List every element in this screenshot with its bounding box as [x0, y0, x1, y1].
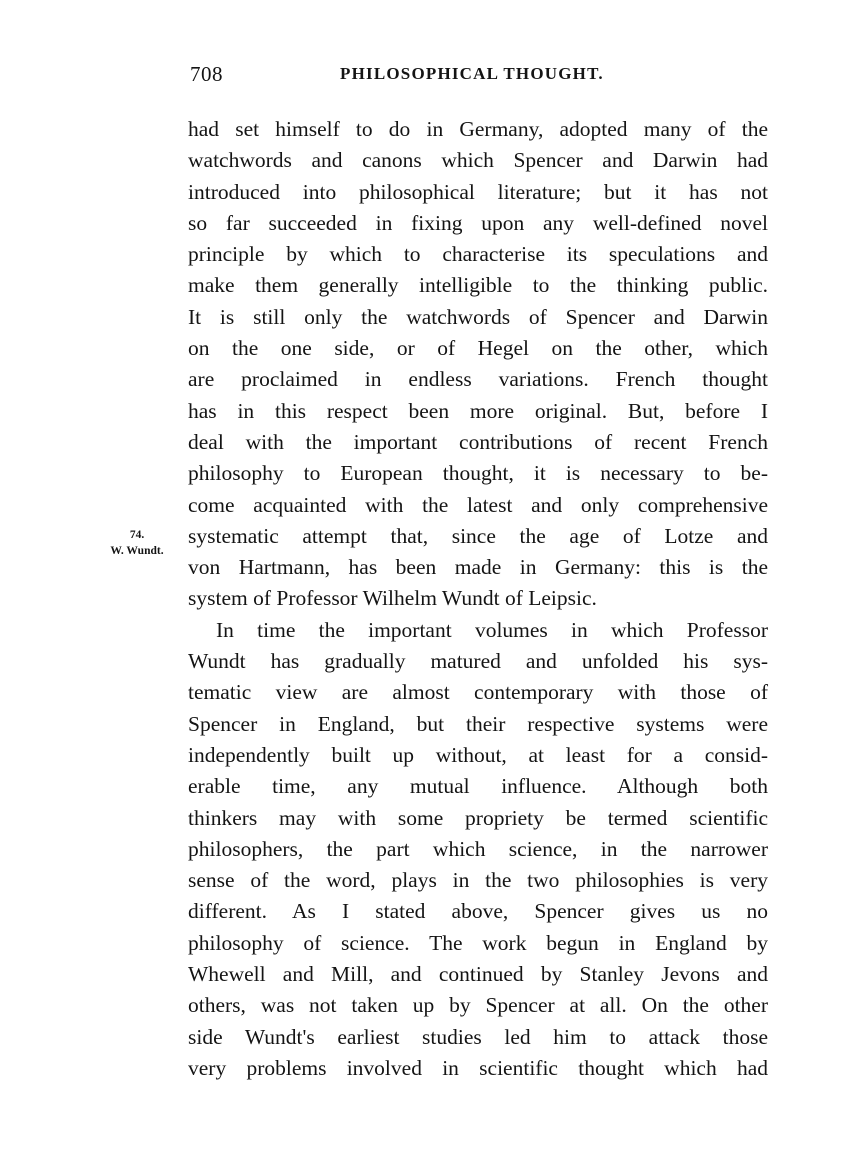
running-title: PHILOSOPHICAL THOUGHT.	[340, 64, 604, 83]
text-line: come acquainted with the latest and only comprehensive	[188, 492, 768, 517]
text-line: has in this respect been more original. But, before I	[188, 398, 768, 423]
page-number: 708	[190, 62, 223, 86]
running-head	[190, 62, 770, 88]
text-line: erable time, any mutual influence. Although both	[188, 774, 768, 799]
text-line: philosophy of science. The work begun in England by	[188, 930, 768, 955]
text-line: make them generally intelligible to the thinking public.	[188, 273, 768, 298]
text-line: so far succeeded in fixing upon any well-defined novel	[188, 210, 768, 235]
text-line: tematic view are almost contemporary with those of	[188, 680, 768, 705]
text-line: had set himself to do in Germany, adopted many of the	[188, 117, 768, 141]
text-line: von Hartmann, has been made in Germany: this is the	[188, 555, 768, 580]
text-line: system of Professor Wilhelm Wundt of Leipsic.	[188, 586, 597, 611]
text-line: In time the important volumes in which Professor	[216, 617, 768, 642]
paragraph-1	[188, 114, 768, 615]
text-line: philosophers, the part which science, in the narrower	[188, 836, 768, 861]
marginal-note	[96, 527, 178, 559]
text-line: others, was not taken up by Spencer at all. On the other	[188, 993, 768, 1018]
text-line: deal with the important contributions of recent French	[188, 429, 768, 454]
text-line: side Wundt's earliest studies led him to attack those	[188, 1024, 768, 1049]
text-line: Whewell and Mill, and continued by Stanley Jevons and	[188, 962, 768, 987]
section-number: 74.	[129, 529, 145, 541]
text-line: independently built up without, at least for a consid-	[188, 742, 768, 767]
text-line: It is still only the watchwords of Spencer and Darwin	[188, 304, 768, 329]
text-line: introduced into philosophical literature; but it has not	[188, 179, 768, 204]
text-line: very problems involved in scientific thought which had	[188, 1055, 768, 1080]
text-line: thinkers may with some propriety be termed scientific	[188, 805, 768, 830]
text-line: principle by which to characterise its speculations and	[188, 242, 768, 267]
text-line: on the one side, or of Hegel on the other, which	[188, 336, 768, 361]
text-line: sense of the word, plays in the two philosophies is very	[188, 868, 768, 893]
paragraph-2	[188, 615, 768, 1084]
text-line: philosophy to European thought, it is necessary to be-	[188, 461, 768, 486]
text-line: systematic attempt that, since the age of Lotze and	[188, 523, 768, 548]
text-line: are proclaimed in endless variations. French thought	[188, 367, 768, 392]
body-text	[188, 114, 768, 1084]
section-label: W. Wundt.	[110, 545, 164, 557]
text-line: different. As I stated above, Spencer gives us no	[188, 899, 768, 924]
text-line: Spencer in England, but their respective systems were	[188, 711, 768, 736]
text-line: watchwords and canons which Spencer and Darwin had	[188, 148, 768, 173]
text-line: Wundt has gradually matured and unfolded his sys-	[188, 649, 768, 674]
